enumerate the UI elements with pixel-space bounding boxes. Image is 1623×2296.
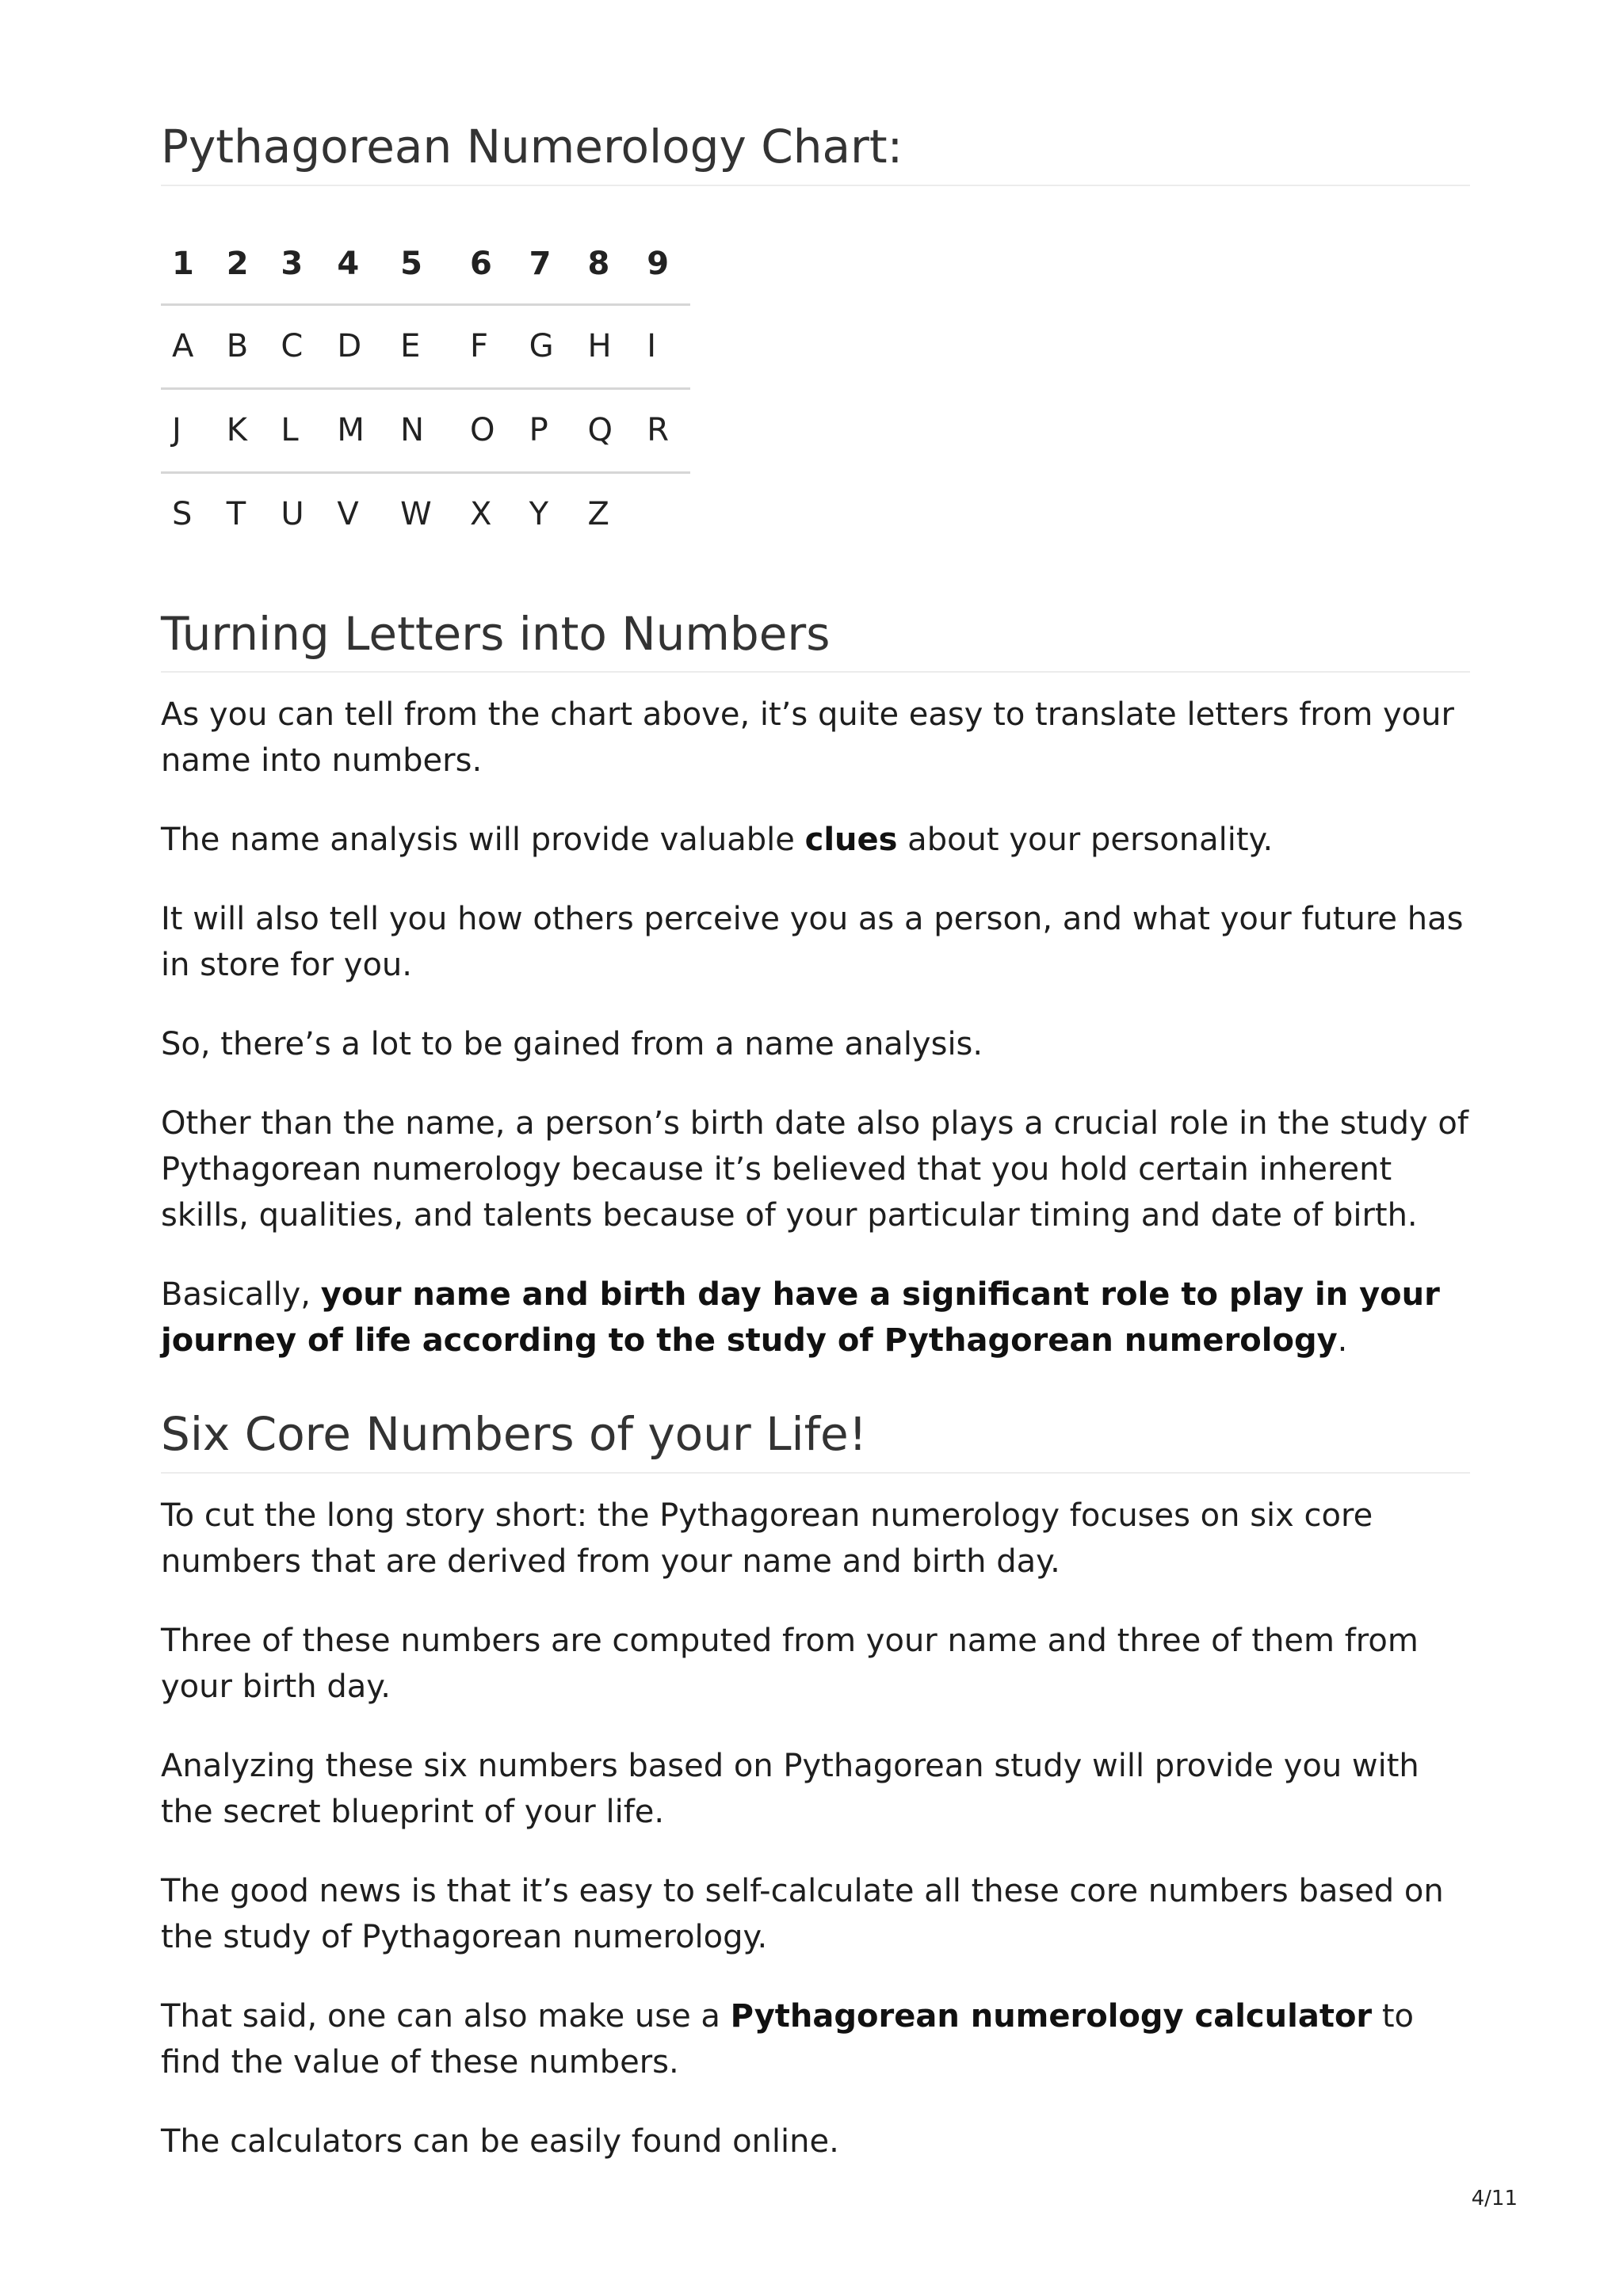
document-page [161, 0, 1470, 2164]
paragraph-text: The name analysis will provide valuable [161, 822, 805, 859]
table-cell: U [281, 496, 304, 533]
table-cell: X [470, 496, 492, 533]
table-cell: J [161, 388, 216, 472]
table-header-cell: 7 [518, 224, 577, 305]
paragraph: As you can tell from the chart above, it’s quite easy to translate letters from your name into numbers. [161, 696, 1454, 780]
table-cell: S [172, 496, 193, 533]
paragraph: It will also tell you how others perceive you as a person, and what your future has in store for you. [161, 901, 1464, 984]
six-core-numbers-heading: Six Core Numbers of your Life! [161, 1408, 1470, 1474]
table-cell: I [636, 304, 690, 388]
table-cell: O [459, 388, 518, 472]
table-cell: D [326, 304, 389, 388]
paragraph-text: . [1337, 1322, 1348, 1360]
table-header-cell: 2 [216, 224, 270, 305]
table-row [161, 304, 690, 388]
table-cell: N [389, 388, 459, 472]
table-header-cell: 5 [389, 224, 459, 305]
paragraph: To cut the long story short: the Pythagorean numerology focuses on six core numbers that are derived from your name and birth day. [161, 1497, 1373, 1581]
paragraph-text: Basically, [161, 1276, 321, 1314]
table-header-cell: 8 [577, 224, 636, 305]
paragraph-text: about your personality. [897, 822, 1274, 859]
table-cell: A [161, 304, 216, 388]
table-cell: V [337, 496, 359, 533]
paragraph: Three of these numbers are computed from your name and three of them from your birth day. [161, 1623, 1419, 1706]
paragraph: The calculators can be easily found online. [161, 2123, 839, 2161]
table-header-cell: 9 [636, 224, 690, 305]
paragraph: Analyzing these six numbers based on Pythagorean study will provide you with the secret blueprint of your life. [161, 1748, 1419, 1831]
table-cell: F [459, 304, 518, 388]
table-cell: M [326, 388, 389, 472]
table-row [161, 472, 690, 555]
table-header-cell: 1 [161, 224, 216, 305]
paragraph [161, 1993, 1470, 2085]
bold-text: Pythagorean numerology calculator [730, 1998, 1373, 2035]
table-cell [636, 472, 690, 555]
table-header-row [161, 224, 690, 305]
table-cell: B [216, 304, 270, 388]
table-cell: C [269, 304, 326, 388]
table-cell: R [636, 388, 690, 472]
table-cell: Y [529, 496, 549, 533]
table-header-cell: 4 [326, 224, 389, 305]
table-header-cell: 3 [269, 224, 326, 305]
table-row [161, 388, 690, 472]
table-cell: K [216, 388, 270, 472]
table-cell: T [226, 496, 246, 533]
table-cell: E [389, 304, 459, 388]
table-cell: Z [587, 496, 609, 533]
paragraph [161, 817, 1470, 863]
paragraph: Other than the name, a person’s birth date also plays a crucial role in the study of Pythagorean numerology because it’s believed that you hold certain inherent skills, qualities, and talents because of your particular timing and date of birth. [161, 1105, 1468, 1234]
table-cell: Q [577, 388, 636, 472]
bold-text: your name and birth day have a significant role to play in your journey of life according to the study of Pythagorean numerology [161, 1276, 1440, 1360]
numerology-chart-table [161, 224, 690, 555]
table-cell: P [518, 388, 577, 472]
paragraph: The good news is that it’s easy to self-calculate all these core numbers based on the study of Pythagorean numerology. [161, 1873, 1444, 1956]
table-cell: H [577, 304, 636, 388]
paragraph-text: That said, one can also make use a [161, 1998, 731, 2035]
chart-heading: Pythagorean Numerology Chart: [161, 120, 1470, 186]
paragraph-text: to find the value of these numbers. [161, 1998, 1415, 2081]
bold-text: clues [804, 822, 898, 859]
table-cell: W [400, 496, 432, 533]
paragraph [161, 1272, 1470, 1363]
table-cell: G [518, 304, 577, 388]
turning-letters-heading: Turning Letters into Numbers [161, 608, 1470, 673]
paragraph: So, there’s a lot to be gained from a name analysis. [161, 1026, 983, 1063]
table-header-cell: 6 [459, 224, 518, 305]
table-cell: L [269, 388, 326, 472]
page-number: 4/11 [1471, 2187, 1518, 2210]
